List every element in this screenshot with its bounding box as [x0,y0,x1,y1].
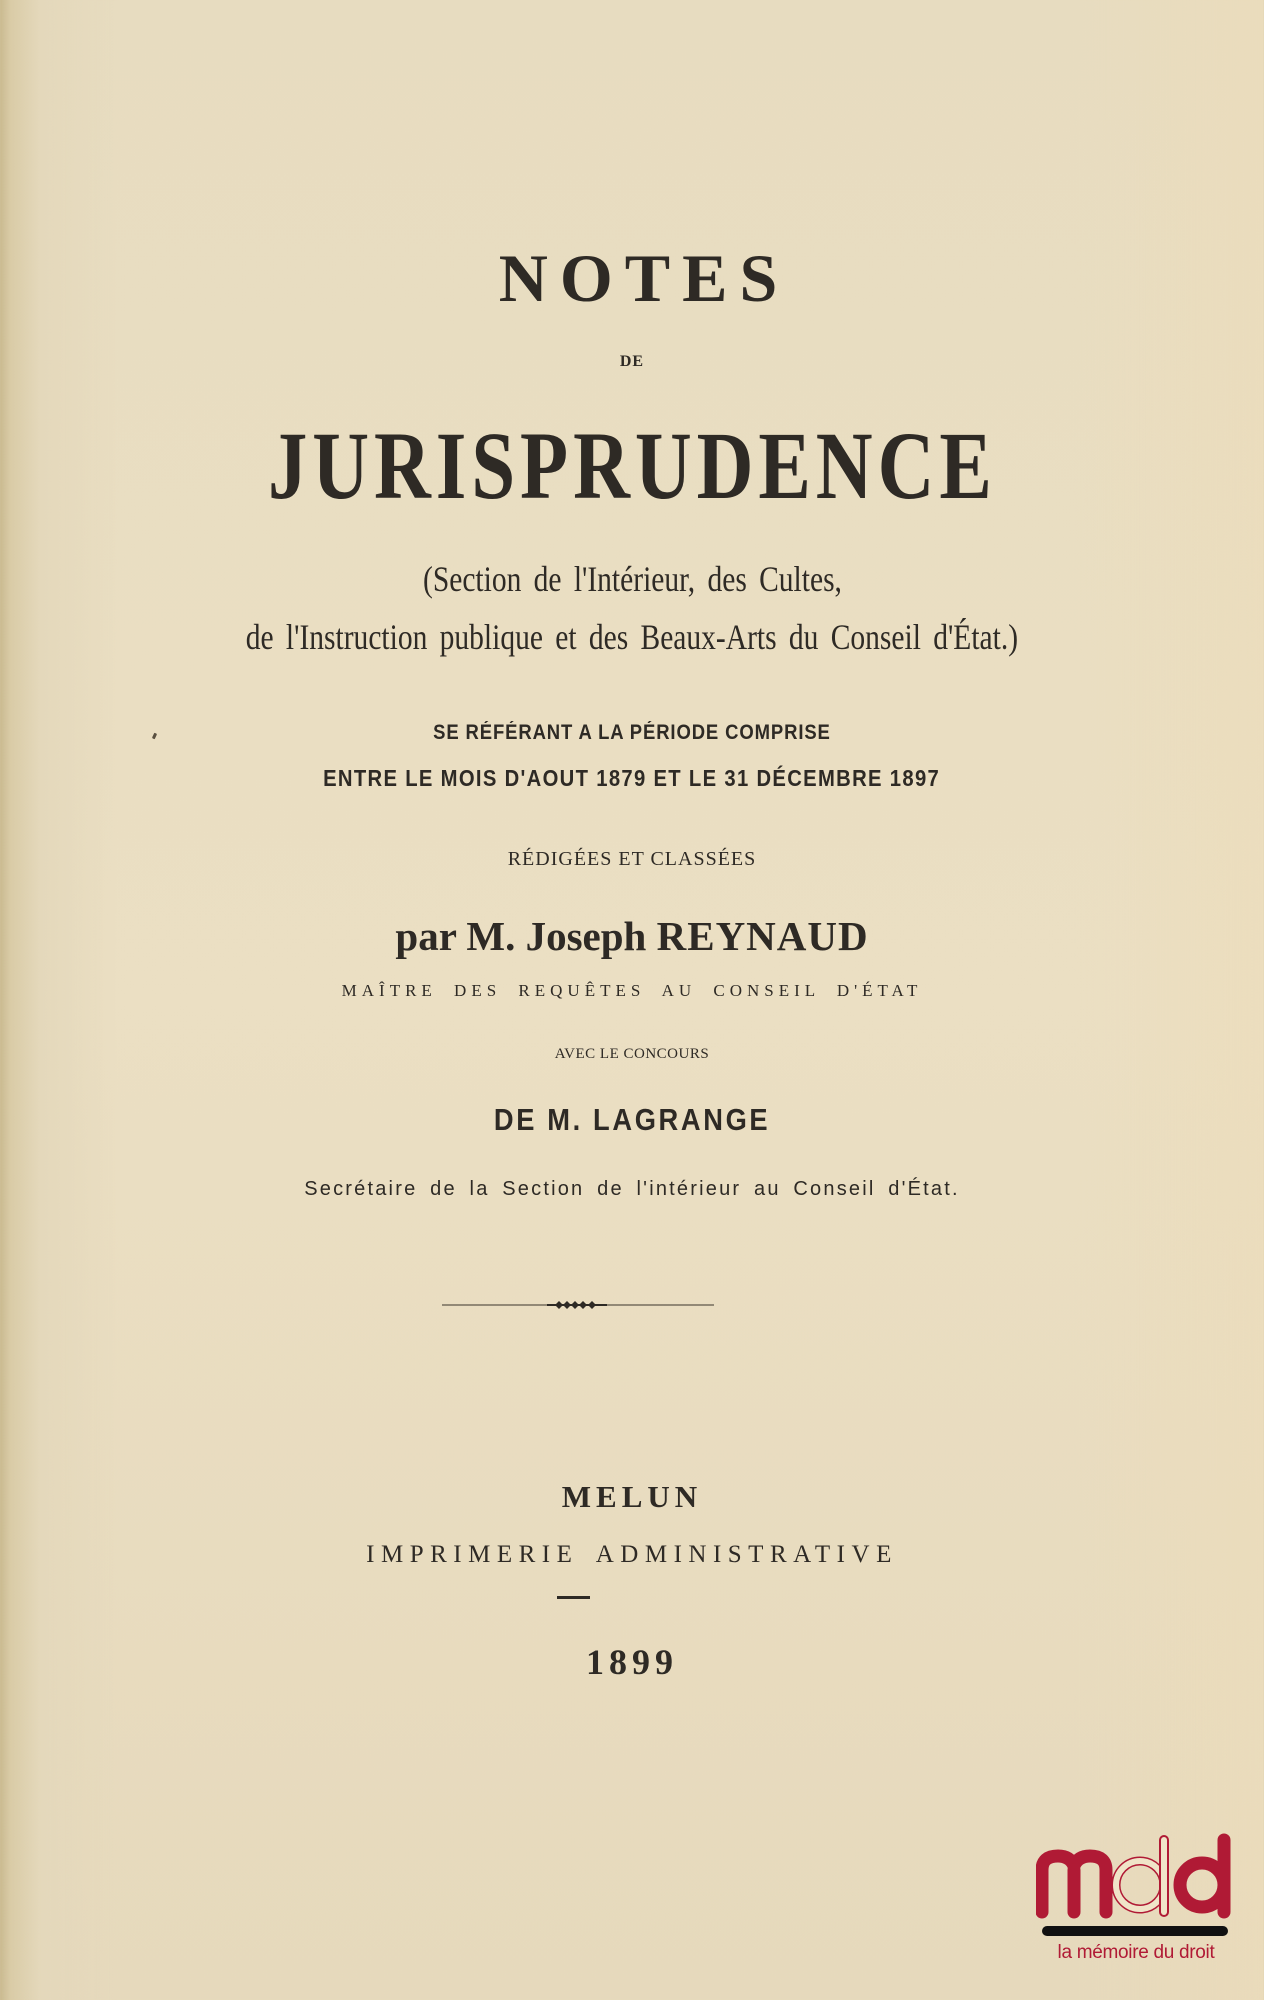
title-connector: DE [619,353,645,370]
period-line-1-text: SE RÉFÉRANT A LA PÉRIODE COMPRISE [433,721,831,744]
main-title [0,412,1264,519]
subtitle-line-2 [0,619,1264,655]
author-surname: REYNAUD [656,913,869,959]
imprint-separator [557,1596,590,1599]
period-line-1 [0,722,1264,743]
subtitle-line-1-text: (Section de l'Intérieur, des Cultes, [422,559,842,599]
imprint-city: MELUN [561,1479,703,1514]
collaborator-name-text: DE M. LAGRANGE [493,1102,771,1137]
subtitle-line-2-text: de l'Instruction publique et des Beaux-Arts du Conseil d'État.) [245,617,1019,657]
title-notes: NOTES [498,240,790,316]
redaction-note: RÉDIGÉES ET CLASSÉES [507,848,757,870]
period-line-2-text: ENTRE LE MOIS D'AOUT 1879 ET LE 31 DÉCEMBRE 1897 [323,765,941,791]
author-prefix: par M. Joseph [395,913,647,959]
author-line [0,913,1264,959]
author-role: MAÎTRE DES REQUÊTES AU CONSEIL D'ÉTAT [341,981,923,1000]
diamond-rule-ornament-icon [442,1300,714,1310]
subtitle-line-1 [0,561,1264,597]
mdd-tagline: la mémoire du droit [1057,1942,1215,1963]
collaboration-note: AVEC LE CONCOURS [554,1046,710,1062]
imprint-year: 1899 [586,1642,678,1682]
collaborator-role: Secrétaire de la Section de l'intérieur au Conseil d'État. [304,1178,960,1200]
collaborator-name [0,1104,1264,1135]
main-title-text: JURISPRUDENCE [267,412,997,519]
period-line-2 [0,767,1264,790]
imprint-printer: IMPRIMERIE ADMINISTRATIVE [366,1541,898,1568]
